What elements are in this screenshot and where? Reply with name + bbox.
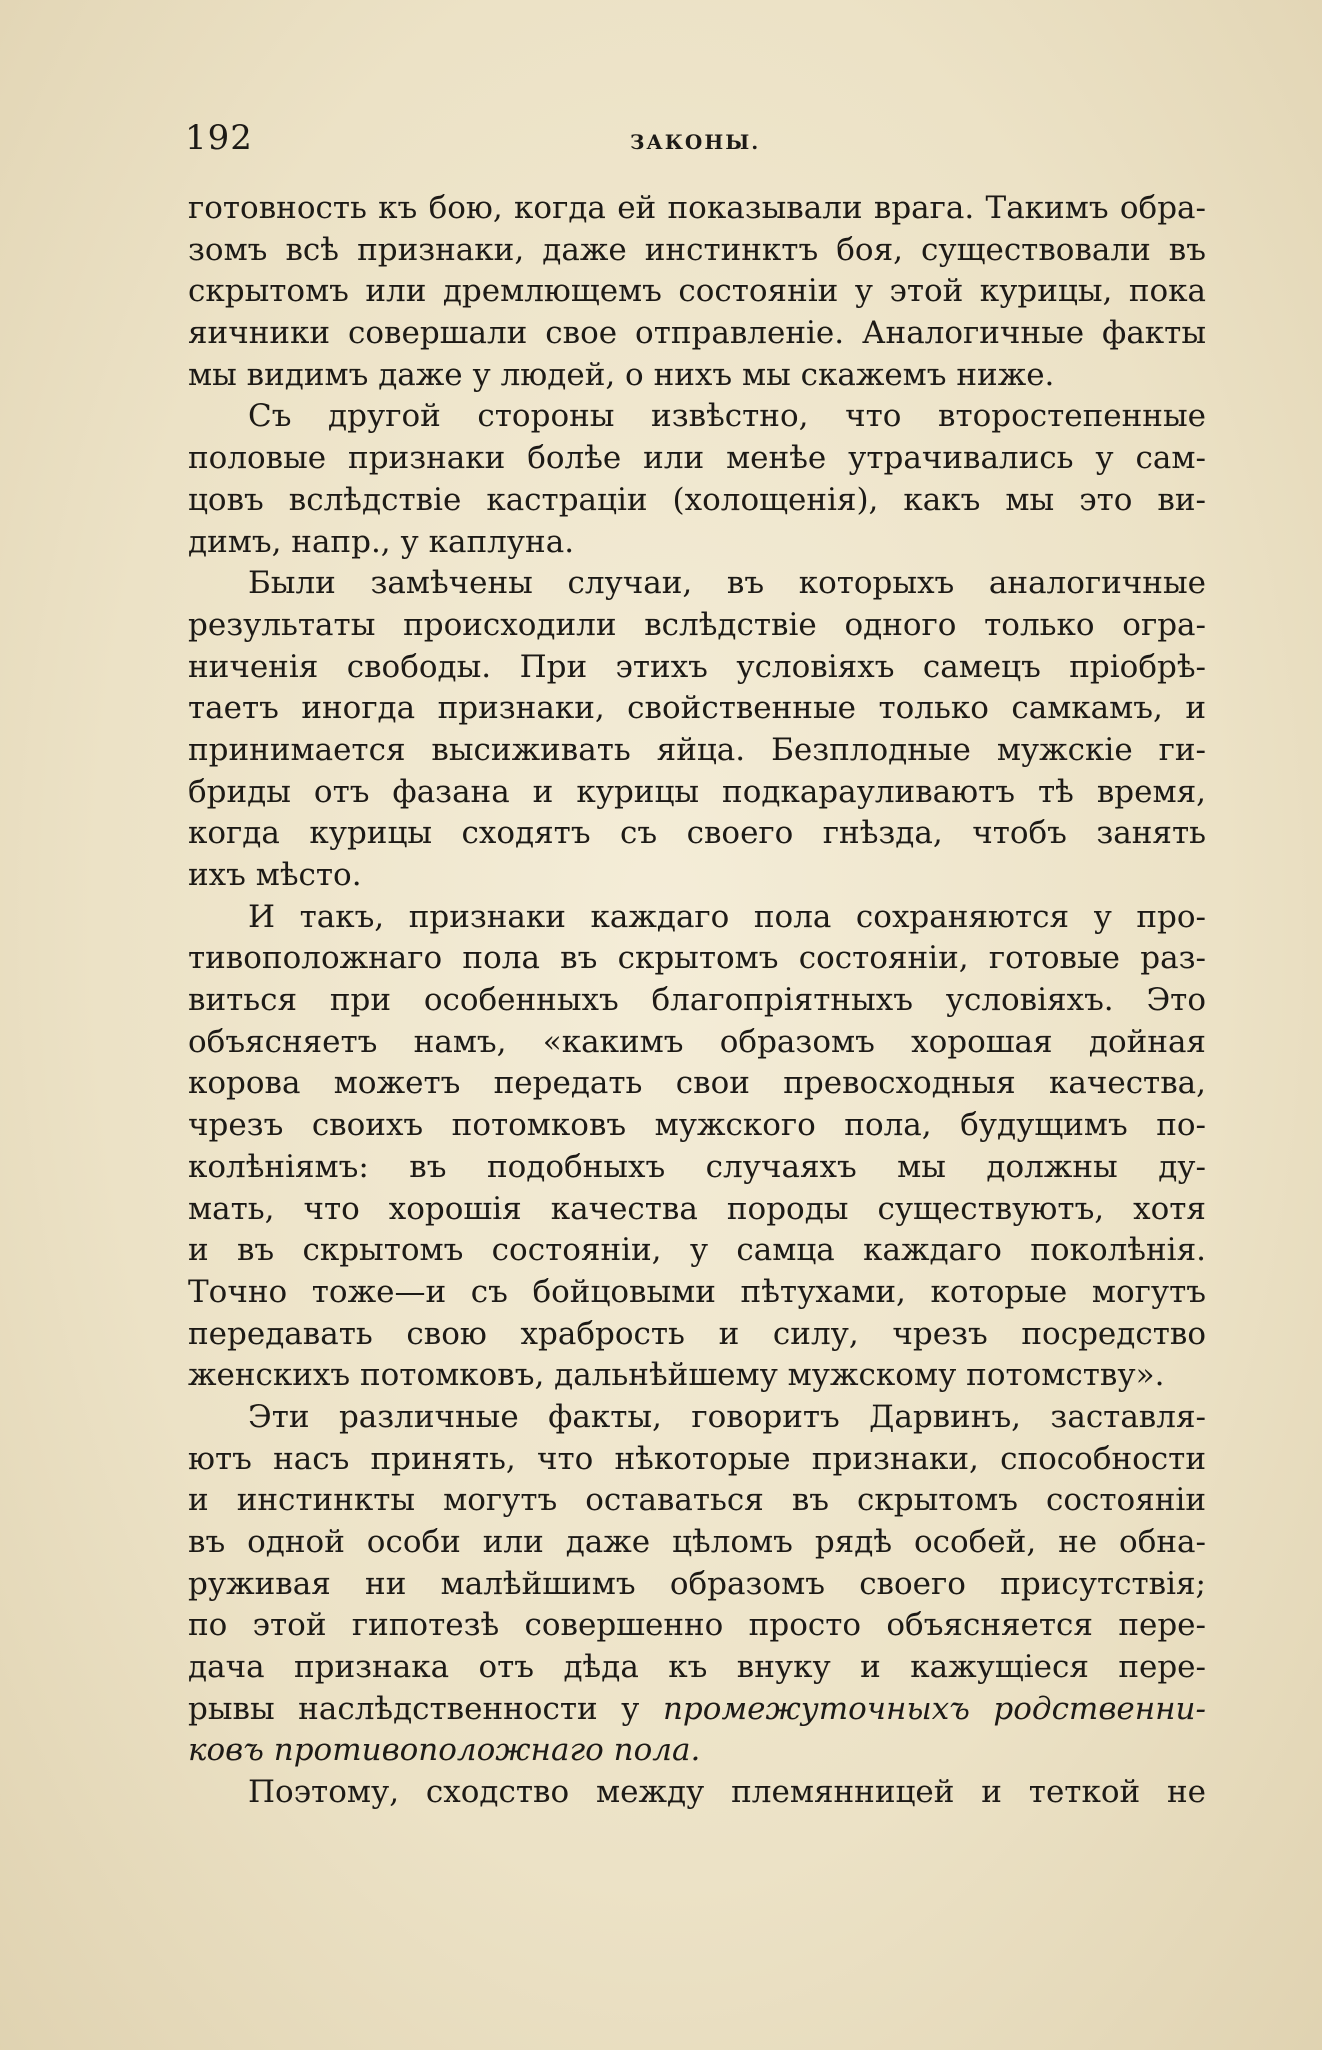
text-line: по этой гипотезѣ совершенно просто объясняется пере- [188, 1607, 1206, 1644]
text-line: когда курицы сходятъ съ своего гнѣзда, чтобъ занять [188, 815, 1206, 852]
running-title: ЗАКОНЫ. [630, 130, 761, 154]
text-line: и въ скрытомъ состояніи, у самца каждаго поколѣнія. [188, 1232, 1206, 1269]
text-line: мать, что хорошія качества породы существуютъ, хотя [188, 1190, 1206, 1227]
text-line [188, 1689, 1206, 1731]
text-line: Точно тоже—и съ бойцовыми пѣтухами, которые могутъ [188, 1273, 1206, 1310]
italic-text-run: промежуточныхъ родственни- [662, 1690, 1206, 1727]
text-line: ихъ мѣсто. [188, 857, 362, 893]
text-line: Поэтому, сходство между племянницей и теткой не [248, 1774, 1206, 1811]
text-line: Эти различные факты, говоритъ Дарвинъ, заставля- [248, 1398, 1206, 1435]
text-line: готовность къ бою, когда ей показывали врага. Такимъ обра- [188, 190, 1206, 226]
text-line: таетъ иногда признаки, свойственные только самкамъ, и [188, 690, 1206, 727]
text-line: ютъ насъ принять, что нѣкоторые признаки, способности [188, 1440, 1206, 1477]
text-line: ниченія свободы. При этихъ условіяхъ самецъ пріобрѣ- [188, 648, 1206, 685]
text-line: И такъ, признаки каждаго пола сохраняются у про- [248, 898, 1206, 935]
text-line: результаты происходили вслѣдствіе одного только огра- [188, 606, 1206, 643]
text-run: рывы наслѣдственности у [188, 1690, 663, 1727]
text-line: передавать свою храбрость и силу, чрезъ посредство [188, 1315, 1206, 1352]
text-line: зомъ всѣ признаки, даже инстинктъ боя, существовали въ [188, 231, 1206, 268]
text-line: димъ, напр., у каплуна. [188, 523, 575, 560]
text-line: скрытомъ или дремлющемъ состояніи у этой курицы, пока [188, 273, 1206, 310]
text-line: половые признаки болѣе или менѣе утрачивались у сам- [188, 440, 1206, 477]
text-line: женскихъ потомковъ, дальнѣйшему мужскому потомству». [188, 1357, 1165, 1394]
text-line: дача признака отъ дѣда къ внуку и кажущіеся пере- [188, 1649, 1206, 1686]
text-line: колѣніямъ: въ подобныхъ случаяхъ мы должны ду- [188, 1148, 1206, 1185]
body-text [188, 188, 1206, 1814]
text-line: яичники совершали свое отправленіе. Аналогичные факты [188, 315, 1206, 352]
text-line: Были замѣчены случаи, въ которыхъ аналогичные [248, 565, 1206, 602]
text-line: цовъ вслѣдствіе кастраціи (холощенія), какъ мы это ви- [188, 481, 1206, 518]
text-line: виться при особенныхъ благопріятныхъ условіяхъ. Это [188, 982, 1206, 1019]
text-line: ковъ противоположнаго пола. [188, 1732, 701, 1769]
text-line: руживая ни малѣйшимъ образомъ своего присутствія; [188, 1565, 1206, 1602]
text-line: тивоположнаго пола въ скрытомъ состояніи, готовые раз- [188, 940, 1206, 977]
text-line: въ одной особи или даже цѣломъ рядѣ особей, не обна- [188, 1524, 1206, 1560]
page-header [185, 118, 1205, 168]
text-line: мы видимъ даже у людей, о нихъ мы скажемъ ниже. [188, 356, 1055, 393]
text-line: объясняетъ намъ, «какимъ образомъ хорошая дойная [188, 1023, 1206, 1060]
text-line: бриды отъ фазана и курицы подкарауливаютъ тѣ время, [188, 773, 1206, 810]
page-number: 192 [185, 118, 253, 158]
text-line: принимается высиживать яйца. Безплодные мужскіе ги- [188, 731, 1206, 768]
text-line: чрезъ своихъ потомковъ мужского пола, будущимъ по- [188, 1107, 1206, 1144]
text-line: Съ другой стороны извѣстно, что второстепенные [248, 398, 1206, 435]
text-line: и инстинкты могутъ оставаться въ скрытомъ состояніи [188, 1482, 1206, 1519]
text-line: корова можетъ передать свои превосходныя качества, [188, 1065, 1206, 1102]
